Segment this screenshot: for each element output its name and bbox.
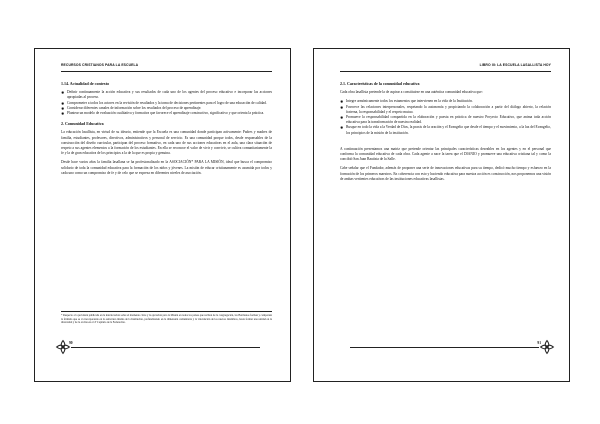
footer-rule [71, 347, 260, 348]
footnote: * Respecto a la previsión publicada en la interlocución sobre el momento clave y la ejecución para la Misión en todos los países que reciben de la congregación, los Hermanos forman y comparten la fórmula que se va incorporando en la estructura misma de la Institución, profundizando en la dimensión comunitaria y la vinculación de los nuevos miembros, hasta formar una unidad en la diversidad y de la acción en el 4º Capítulo de la Federación. [61, 311, 272, 325]
list-item: ✹ Considerar diferentes canales de información sobre los resultados del proceso de aprendizaje. [61, 106, 272, 111]
page-footer [57, 337, 274, 357]
paragraph: La educación lasallista, en virtud de su ideario, entiende que la Escuela es una comunidad donde participan activamente: Padres y madres de familia, estudiantes, profesores, directivos, administrativos y personal de servicio. Es una comunidad porque todos, desde responsables de la construcción del diseño curricular, participan del proceso formativo, en cada uno de sus acciones educativas en el aula, una clara situación de respeto a sus agentes elementos a la formación de los estudiantes. En ella se reconoce el valor de vivir y convivir, se cultiva comunitariamente la fe y la de gran educativa de los principios a la de la que es propia y genuina. [61, 130, 272, 156]
left-running-header: RECURSOS CRISTIANOS PARA LA ESCUELA [61, 63, 272, 72]
list-item: ✹ Definir continuamente la acción educativa y sus resultados de cada uno de los agentes del proceso educativo e incorporar las acciones apropiadas al proceso. [61, 90, 272, 100]
page-number: 90 [69, 341, 73, 345]
page-number: 91 [537, 341, 541, 345]
list-item: ✹ Promueve la responsabilidad compartida en la elaboración y puesta en práctica de nuestro Proyecto Educativo, que anima toda acción educativa para la transformación de nuestra realidad. [340, 115, 551, 125]
left-page [34, 48, 291, 382]
footer-rule [350, 347, 539, 348]
section-title: 2. Comunidad Educativa [61, 121, 104, 127]
list-item: ✹ Favorece las relaciones interpersonales, respetando la autonomía y propiciando la colaboración a partir del diálogo abierto, la relación fraterna, la responsabilidad y el respeto mutuo. [340, 105, 551, 115]
flourish-ornament-icon [539, 339, 555, 355]
page-footer [336, 337, 553, 357]
section-title: 2.1. Características de la comunidad educativa [340, 81, 420, 86]
list-item: ✹ Integre armónicamente todos los estamentos que intervienen en la vida de la Institución. [340, 99, 551, 104]
paragraph: Desde hace varios años la familia lasallana se ha profesionalizado en la ASOCIACIÓN* PARA LA MISIÓN, ideal que busca el compromiso solidario de toda la comunidad educativa para la formación de los niños y jóvenes. La misión de educar cristianamente es asumida por todos y cada uno como un compromiso de fe y de celo que se expresa en diferentes niveles de asociación. [61, 160, 272, 175]
list-item: ✹ Comprometer a todos los actores en la revisión de resultados y la toma de decisiones pertinentes para el logro de una educación de calidad. [61, 101, 272, 106]
paragraph: A continuación presentamos una matriz que pretende orientar las principales características deseables en los agentes y en el personal que conforma la comunidad educativa de cada obra. Cada agente a nace la tarea que el DIANIO y promueve una educativa cristiana tal y como la concibió San Juan Bautista de la Salle. [340, 146, 551, 162]
right-page-content [340, 81, 551, 186]
right-page [313, 48, 570, 382]
right-running-header: LIBRO III: LA ESCUELA LASALLISTA HOY [340, 63, 551, 72]
paragraph: Cada obra lasallista pretende la de aspirar a constituirse en una auténtica comunidad educativa que: [340, 90, 483, 95]
paragraph: Cabe señalar que el Fundador, además de proponer una serie de innovaciones educativas para su tiempo, dedicó mucho tiempo y esfuerzo en la formación de los primeros maestros. En coherencia con esto y haciendo educativa para nuestra acción es construcción, nos proponemos una visión de ambas vertientes educativas de las instituciones educativas lasallistas. [340, 166, 551, 181]
left-page-content [61, 81, 272, 180]
list-item: ✹ Plantear un modelo de evaluación cualitativa y formativa que favorece el aprendizaje constructivo, significativo y que orienta la práctica. [61, 111, 272, 116]
list-item: ✹ Busque en todo la vida a la Verdad de Dios, la praxis de la oración y el Evangelio que desde el tiempo y el movimiento, a la luz del Evangelio, los principios de la misión de la institución. [340, 125, 551, 135]
bullet-list [61, 90, 272, 116]
bullet-list [340, 99, 551, 135]
section-title: 1.14. Actualidad de contexto [61, 81, 110, 86]
